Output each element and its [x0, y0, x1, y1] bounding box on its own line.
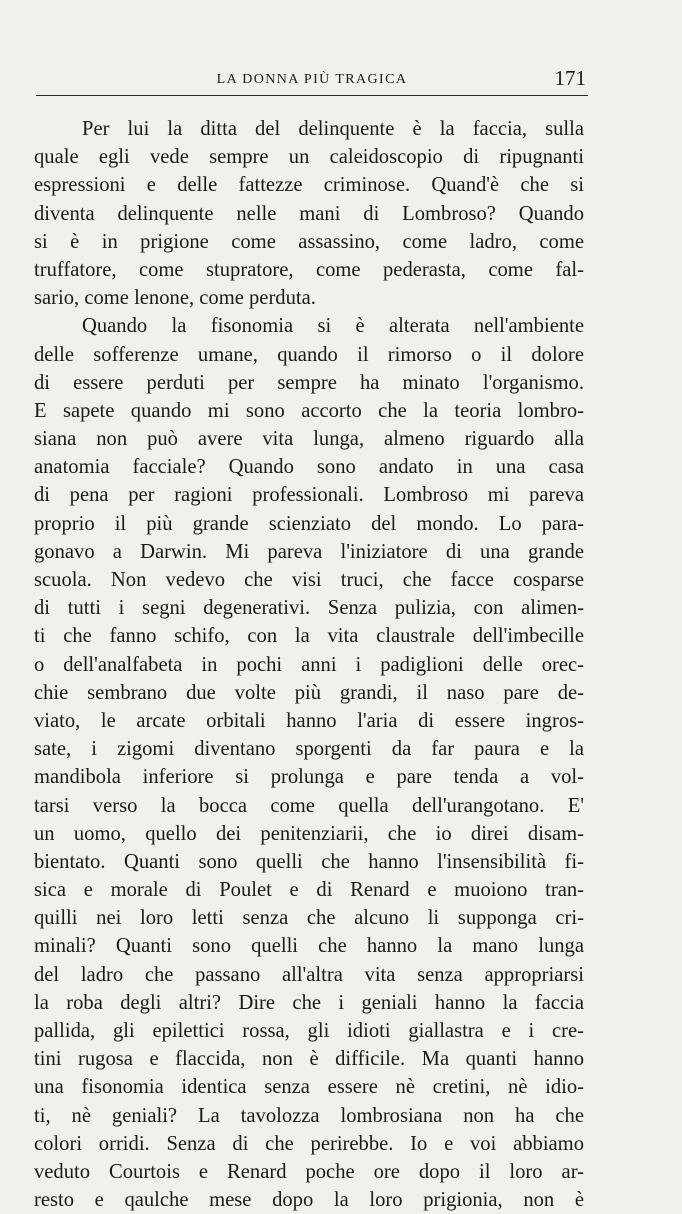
text-line: quale egli vede sempre un caleidoscopio di ripugnanti: [34, 146, 584, 169]
text-line: Per lui la ditta del delinquente è la faccia, sulla: [82, 118, 584, 140]
text-line: tini rugosa e flaccida, non è difficile. Ma quanti hanno: [34, 1048, 584, 1071]
text-line: pallida, gli epilettici rossa, gli idioti giallastra e i cre-: [34, 1020, 584, 1042]
text-line: E sapete quando mi sono accorto che la teoria lombro-: [34, 399, 584, 422]
text-line: un uomo, quello dei penitenziarii, che io direi disam-: [34, 822, 584, 845]
text-line: truffatore, come stupratore, come pederasta, come fal-: [34, 258, 584, 281]
text-line: del ladro che passano all'altra vita senza appropriarsi: [34, 963, 584, 986]
text-line: ti che fanno schifo, con la vita claustrale dell'imbecille: [34, 625, 584, 648]
text-line: quilli nei loro letti senza che alcuno li supponga cri-: [34, 907, 584, 930]
text-line: sate, i zigomi diventano sporgenti da far paura e la: [34, 738, 584, 761]
text-line: di tutti i segni degenerativi. Senza pulizia, con alimen-: [34, 597, 584, 620]
header-rule: [36, 95, 588, 96]
text-line: sica e morale di Poulet e di Renard e muoiono tran-: [34, 879, 584, 902]
text-line: delle sofferenze umane, quando il rimorso o il dolore: [34, 343, 584, 366]
text-line: viato, le arcate orbitali hanno l'aria di essere ingros-: [34, 709, 584, 732]
page-number: 171: [554, 66, 586, 90]
text-line: ti, nè geniali? La tavolozza lombrosiana non ha che: [34, 1104, 584, 1127]
text-line: resto e qaulche mese dopo la loro prigionia, non è: [34, 1189, 584, 1212]
text-line: proprio il più grande scienziato del mondo. Lo para-: [34, 512, 584, 535]
text-line: colori orridi. Senza di che perirebbe. Io e voi abbiamo: [34, 1132, 584, 1155]
text-line: bientato. Quanti sono quelli che hanno l'insensibilità fi-: [34, 850, 584, 873]
body-text: [34, 115, 584, 1214]
text-line: una fisonomia identica senza essere nè cretini, nè idio-: [34, 1076, 584, 1099]
text-line: di essere perduti per sempre ha minato l'organismo.: [34, 371, 584, 394]
text-line: tarsi verso la bocca come quella dell'urangotano. E': [34, 794, 584, 817]
text-line: Quando la fisonomia si è alterata nell'ambiente: [82, 315, 584, 338]
text-line: chie sembrano due volte più grandi, il naso pare de-: [34, 681, 584, 704]
text-line: la roba degli altri? Dire che i geniali hanno la faccia: [34, 991, 584, 1014]
text-line: si è in prigione come assassino, come ladro, come: [34, 230, 584, 253]
text-line: minali? Quanti sono quelli che hanno la mano lunga: [34, 935, 584, 958]
running-title: LA DONNA PIÙ TRAGICA: [216, 72, 408, 87]
text-line: espressioni e delle fattezze criminose. Quand'è che si: [34, 174, 584, 197]
text-line: anatomia facciale? Quando sono andato in una casa: [34, 456, 584, 479]
text-line: diventa delinquente nelle mani di Lombroso? Quando: [34, 202, 584, 225]
text-line: veduto Courtois e Renard poche ore dopo il loro ar-: [34, 1160, 584, 1183]
text-line: scuola. Non vedevo che visi truci, che facce cosparse: [34, 569, 584, 591]
text-line: siana non può avere vita lunga, almeno riguardo alla: [34, 428, 584, 451]
running-head: [36, 64, 588, 94]
text-line: di pena per ragioni professionali. Lombroso mi pareva: [34, 484, 584, 507]
text-line: gonavo a Darwin. Mi pareva l'iniziatore di una grande: [34, 540, 584, 563]
text-line: o dell'analfabeta in pochi anni i padiglioni delle orec-: [34, 653, 584, 676]
text-line: sario, come lenone, come perduta.: [34, 287, 316, 310]
text-line: mandibola inferiore si prolunga e pare tenda a vol-: [34, 766, 584, 789]
